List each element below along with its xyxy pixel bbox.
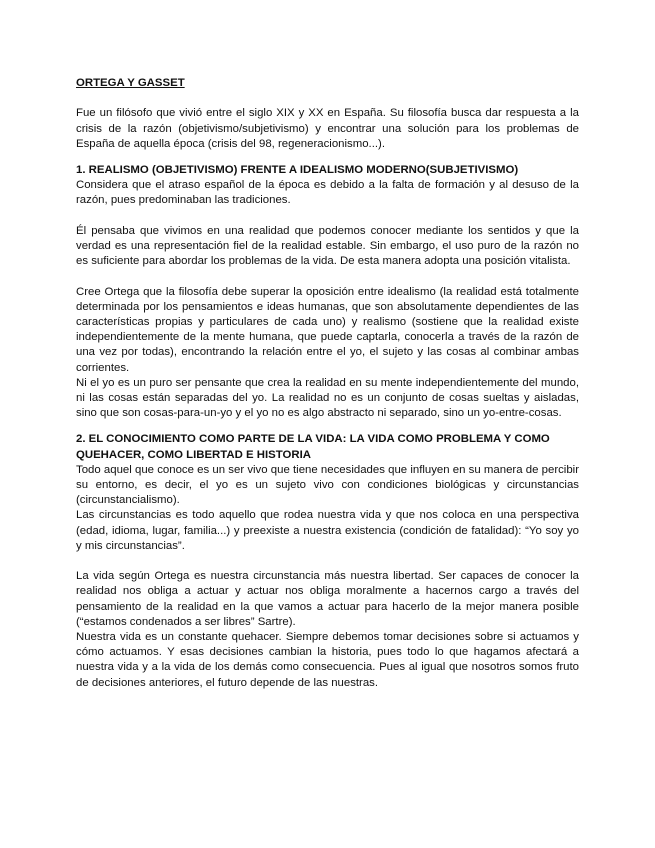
spacer [76,421,579,432]
section-2-heading: 2. EL CONOCIMIENTO COMO PARTE DE LA VIDA: LA VIDA COMO PROBLEMA Y COMO QUEHACER, COMO LIBERTAD E HISTORIA [76,433,550,461]
spacer [76,152,579,163]
document-title: ORTEGA Y GASSET [76,77,185,89]
document-page [76,76,579,691]
section-1-paragraph-2: Él pensaba que vivimos en una realidad que podemos conocer mediante los sentidos y que la verdad es una representación fiel de la realidad estable. Sin embargo, el uso puro de la razón no es suficiente para abordar los problemas de la vida. De esta manera adopta una posición vitalista. [76,224,579,268]
intro-paragraph: Fue un filósofo que vivió entre el siglo XIX y XX en España. Su filosofía busca dar respuesta a la crisis de la razón (objetivismo/subjetivismo) y encontrar una solución para los problemas de España de aquella época (crisis del 98, regeneracionismo...). [76,107,579,150]
spacer [76,91,579,106]
spacer [76,269,579,284]
spacer [76,209,579,224]
spacer [76,554,579,569]
section-1-paragraph-3: Cree Ortega que la filosofía debe superar la oposición entre idealismo (la realidad está totalmente determinada por los pensamientos e ideas humanas, que son absolutamente dependientes de las características propias y particulares de cada uno) y realismo (sostiene que la realidad existe independientemente de la mente humana, que puede captarla, conocerla a través de la razón de una vez por todas), encontrando la relación entre el yo, el sujeto y las cosas al combinar ambas corrientes. [76,285,579,374]
section-1-paragraph-1: Considera que el atraso español de la época es debido a la falta de formación y al desuso de la razón, pues predominaban las tradiciones. [76,179,579,207]
section-2-paragraph-1: Todo aquel que conoce es un ser vivo que tiene necesidades que influyen en su manera de percibir su entorno, es decir, el yo es un sujeto vivo con condiciones biológicas y circunstancias (circunstancialismo). [76,463,579,507]
section-2-paragraph-4: Nuestra vida es un constante quehacer. Siempre debemos tomar decisiones sobre si actuamos y cómo actuamos. Y esas decisiones cambian la historia, pues todo lo que hagamos afectará a nuestra vida y a la vida de los demás como consecuencia. Pues al igual que nosotros somos fruto de decisiones anteriores, el futuro depende de las nuestras. [76,631,579,689]
section-1-paragraph-4: Ni el yo es un puro ser pensante que crea la realidad en su mente independientemente del mundo, ni las cosas están separadas del yo. La realidad no es un conjunto de cosas sueltas y aisladas, sino que son cosas-para-un-yo y el yo no es algo abstracto ni separado, sino un yo-entre-cosas. [76,376,579,420]
section-2-paragraph-3: La vida según Ortega es nuestra circunstancia más nuestra libertad. Ser capaces de conocer la realidad nos obliga a actuar y actuar nos obliga moralmente a hacernos cargo a través del pensamiento de la realidad en la que vamos a actuar para hacerlo de la mejor manera posible (“estamos condenados a ser libres” Sartre). [76,570,579,628]
section-1-heading: 1. REALISMO (OBJETIVISMO) FRENTE A IDEALISMO MODERNO(SUBJETIVISMO) [76,164,519,176]
section-2-paragraph-2: Las circunstancias es todo aquello que rodea nuestra vida y que nos coloca en una perspectiva (edad, idioma, lugar, familia...) y preexiste a nuestra existencia (condición de fatalidad): “Yo soy yo y mis circunstancias”. [76,509,579,552]
